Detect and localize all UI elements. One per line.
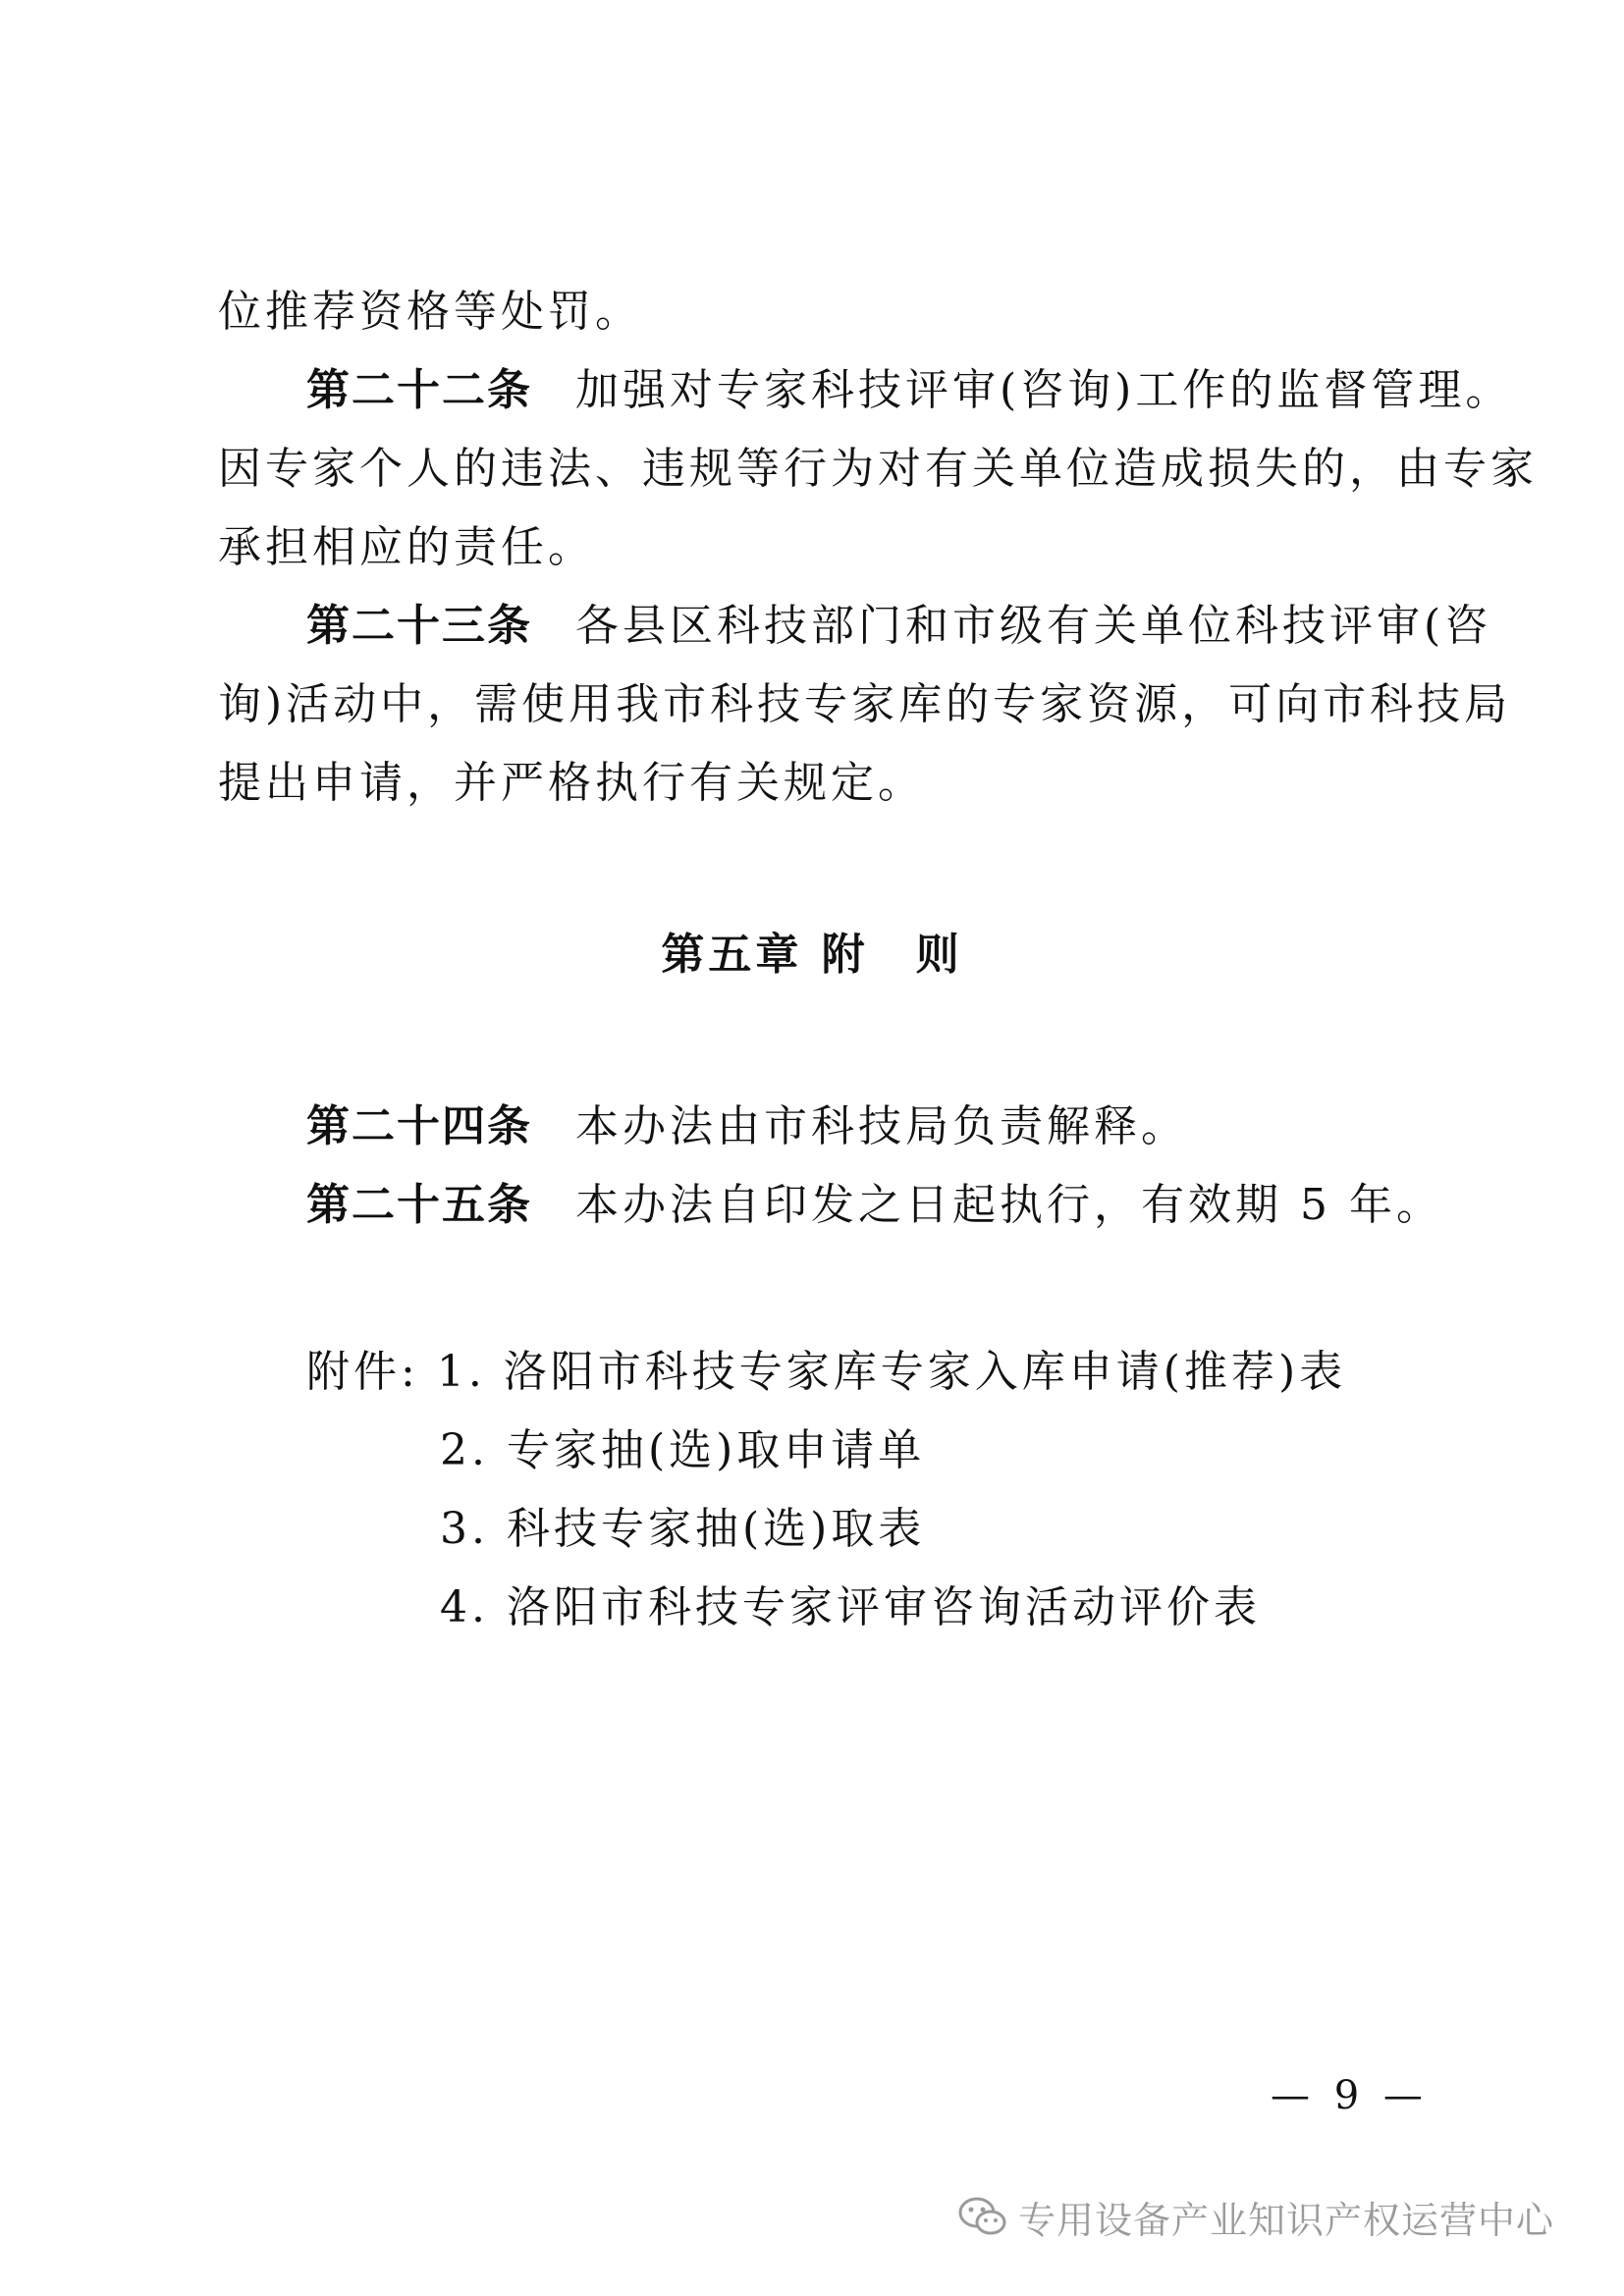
watermark	[957, 2187, 1554, 2246]
attachments-line	[306, 1345, 1346, 1400]
article-23-title: 第二十三条	[306, 601, 532, 651]
article-22-title: 第二十二条	[306, 365, 532, 415]
watermark-text: 专用设备产业知识产权运营中心	[1018, 2198, 1555, 2242]
article-24-title: 第二十四条	[306, 1101, 532, 1151]
article-22-line	[306, 363, 1512, 418]
attachment-item: 2. 专家抽(选)取申请单	[440, 1425, 926, 1475]
attachment-item: 1. 洛阳市科技专家库专家入库申请(推荐)表	[436, 1347, 1347, 1397]
attachments-label: 附件:	[306, 1347, 419, 1397]
article-23-line	[306, 599, 1491, 654]
paragraph-line: 因专家个人的违法、违规等行为对有关单位造成损失的，由专家	[218, 444, 1538, 494]
article-24-line	[306, 1099, 1188, 1154]
article-25-text: 本办法自印发之日起执行，有效期 5 年。	[575, 1180, 1443, 1230]
wechat-icon	[957, 2195, 1008, 2238]
page-number: — 9 —	[1271, 2073, 1429, 2118]
attachment-item: 4. 洛阳市科技专家评审咨询活动评价表	[440, 1582, 1261, 1632]
article-22-text: 加强对专家科技评审(咨询)工作的监督管理。	[575, 365, 1513, 415]
paragraph-line: 提出申请，并严格执行有关规定。	[218, 758, 925, 808]
paragraph-line: 位推荐资格等处罚。	[218, 287, 642, 337]
paragraph-line: 承担相应的责任。	[218, 522, 595, 572]
chapter-title: 第五章 附 则	[661, 930, 963, 980]
article-25-title: 第二十五条	[306, 1180, 532, 1230]
attachment-item: 3. 科技专家抽(选)取表	[440, 1504, 926, 1554]
article-23-text: 各县区科技部门和市级有关单位科技评审(咨	[575, 601, 1492, 651]
paragraph-line: 询)活动中，需使用我市科技专家库的专家资源，可向市科技局	[218, 679, 1512, 729]
article-24-text: 本办法由市科技局负责解释。	[575, 1101, 1188, 1151]
article-25-line	[306, 1178, 1443, 1233]
